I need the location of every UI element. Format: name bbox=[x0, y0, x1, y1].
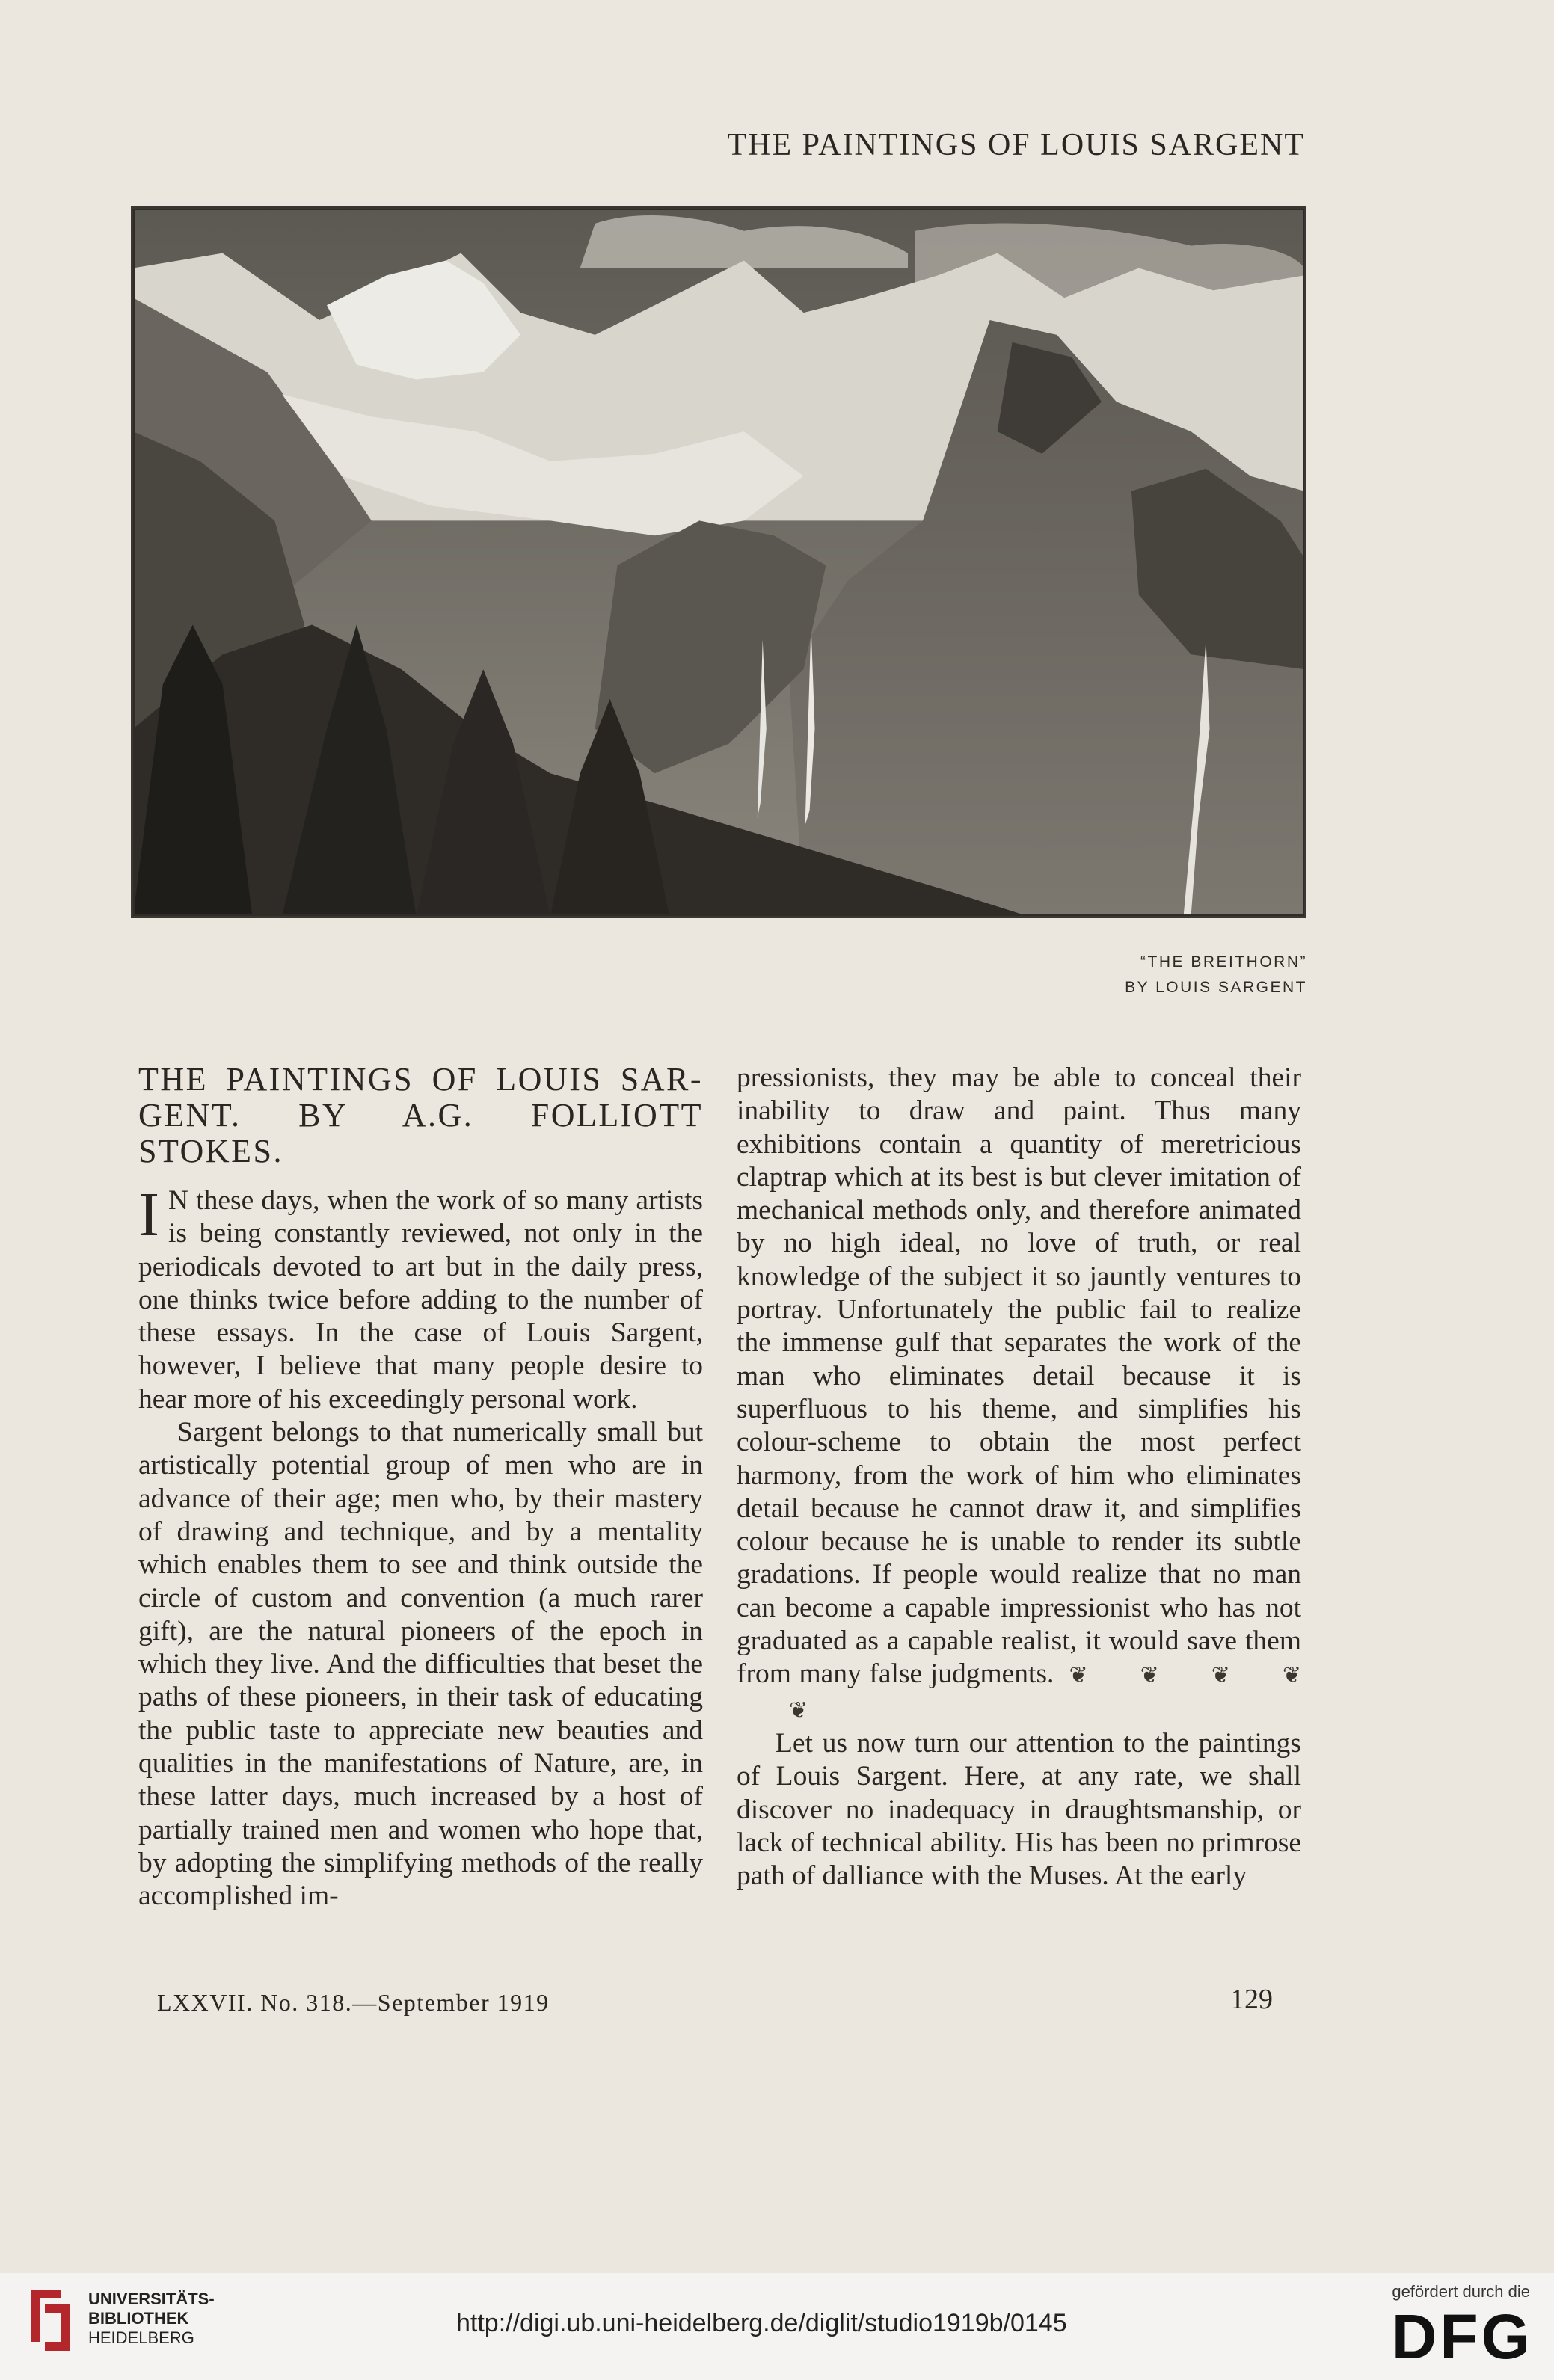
permalink-url[interactable]: http://digi.ub.uni-heidelberg.de/diglit/studio1919b/0145 bbox=[456, 2309, 1067, 2337]
library-line-2: BIBLIOTHEK bbox=[88, 2309, 189, 2328]
paragraph-1 bbox=[138, 1180, 703, 1416]
university-library-logo-icon bbox=[24, 2282, 78, 2357]
article-title: THE PAINTINGS OF LOUIS SAR-GENT. BY A.G. FOLLIOTT STOKES. bbox=[138, 1061, 703, 1169]
caption-artist: BY LOUIS SARGENT bbox=[1125, 979, 1307, 996]
volume-folio: LXXVII. No. 318.—September 1919 bbox=[157, 1989, 550, 2016]
dfg-logo[interactable]: DFG bbox=[1391, 2301, 1533, 2372]
leaf-ornament-icon: ❦ bbox=[1211, 1663, 1230, 1688]
leaf-ornament-icon: ❦ bbox=[789, 1697, 808, 1723]
paragraph-4: Let us now turn our attention to the paintings of Louis Sargent. Here, at any rate, we shall discover no inadequacy in draughtsmanship, or lack of technical ability. His has been no primrose path of dalliance with the Muses. At the early bbox=[737, 1727, 1301, 1892]
left-column bbox=[138, 1062, 703, 1913]
drop-cap: I bbox=[138, 1180, 159, 1249]
leaf-ornament-icon: ❦ bbox=[1282, 1663, 1301, 1688]
paragraph-2: Sargent belongs to that numerically small but artistically potential group of men who are in advance of their age; men who, by their mastery of drawing and technique, and by a mentality which enables them to see and think outside the circle of custom and convention (a much rarer gift), are the natural pioneers of the epoch in which they live. And the difficulties that beset the paths of these pioneers, in their task of educating the public taste to appreciate new beauties and qualities in the manifestations of Nature, are, in these latter days, much increased by a host of partially trained men and women who hope that, by adopting the simplifying methods of the really accomplished im- bbox=[138, 1417, 703, 1912]
library-name[interactable] bbox=[88, 2290, 215, 2348]
mountain-painting-image bbox=[133, 209, 1304, 916]
right-column bbox=[737, 1062, 1301, 1892]
plate-caption bbox=[972, 950, 1307, 1000]
paragraph-3 bbox=[737, 1062, 1301, 1727]
paragraph-3-text: pressionists, they may be able to conceal their inability to draw and paint. Thus many exhibitions contain a quantity of meretricious claptrap which at its best is but clever imitation of mechanical methods only, and therefore animated by no high ideal, no love of truth, or real knowledge of the subject it so jauntly ventures to portray. Unfortunately the public fail to realize the immense gulf that separates the work of the man who eliminates detail because it is superfluous to his theme, and simplifies his colour-scheme to obtain the most perfect harmony, from the work of him who eliminates detail because he cannot draw it, and simplifies colour because he is unable to render its subtle gradations. If people would realize that no man can become a capable impressionist who has not graduated as a capable realist, it would save them from many false judgments. bbox=[737, 1063, 1301, 1690]
caption-title: “THE BREITHORN” bbox=[1140, 953, 1307, 971]
running-head: THE PAINTINGS OF LOUIS SARGENT bbox=[727, 128, 1305, 162]
paragraph-1-text: N these days, when the work of so many artists is being constantly reviewed, not only in the periodicals devoted to art but in the daily press, one thinks twice before adding to the number of these essays. In the case of Louis Sargent, however, I believe that many people desire to hear more of his exceedingly personal work. bbox=[138, 1185, 703, 1415]
page-number: 129 bbox=[1230, 1984, 1273, 2015]
painting-plate-breithorn bbox=[131, 206, 1306, 918]
leaf-ornament-icon: ❦ bbox=[1069, 1663, 1088, 1688]
leaf-ornament-icon: ❦ bbox=[1140, 1663, 1159, 1688]
library-line-3: HEIDELBERG bbox=[88, 2328, 194, 2347]
library-line-1: UNIVERSITÄTS- bbox=[88, 2290, 215, 2308]
funded-by-label: gefördert durch die bbox=[1392, 2282, 1530, 2301]
